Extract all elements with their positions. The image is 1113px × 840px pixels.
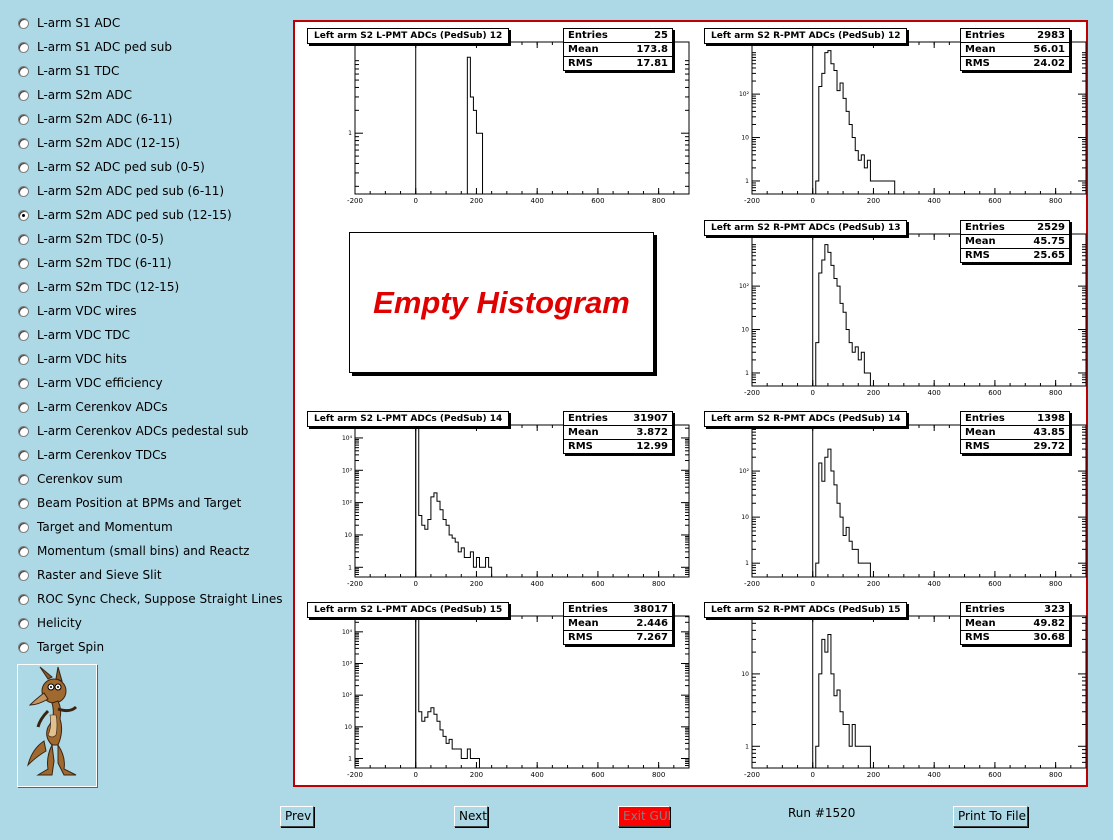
x-tick-label: 800 [651, 771, 666, 779]
y-tick-label: 1 [745, 177, 749, 185]
stats-row-entries [564, 412, 672, 425]
radio-unselected-icon[interactable] [18, 186, 29, 197]
stats-label: RMS [965, 58, 990, 69]
y-tick-label: 1 [745, 560, 749, 568]
menu-item-radio[interactable] [18, 373, 163, 393]
stats-row-rms [961, 630, 1069, 644]
menu-item-label: Momentum (small bins) and Reactz [37, 544, 250, 558]
radio-unselected-icon[interactable] [18, 234, 29, 245]
menu-item-radio[interactable] [18, 181, 224, 201]
stats-label: RMS [568, 632, 593, 643]
stats-row-rms [961, 439, 1069, 453]
stats-value: 30.68 [1033, 632, 1065, 643]
histogram-title: Left arm S2 R-PMT ADCs (PedSub) 12 [704, 28, 907, 44]
stats-value: 12.99 [636, 441, 668, 452]
stats-value: 1398 [1037, 413, 1065, 424]
x-tick-label: 400 [927, 580, 941, 588]
y-tick-label: 10² [738, 283, 749, 291]
menu-item-radio[interactable] [18, 349, 127, 369]
stats-value: 3.872 [636, 427, 668, 438]
stats-label: Mean [965, 427, 996, 438]
x-tick-label: 400 [530, 197, 544, 205]
menu-item-radio[interactable] [18, 85, 132, 105]
radio-unselected-icon[interactable] [18, 522, 29, 533]
stats-value: 31907 [633, 413, 668, 424]
menu-item-radio[interactable] [18, 133, 180, 153]
menu-item-radio[interactable] [18, 445, 167, 465]
stats-label: Entries [965, 222, 1005, 233]
stats-value: 2.446 [636, 618, 668, 629]
stats-box [563, 602, 673, 645]
stats-row-entries [564, 29, 672, 42]
menu-item-label: L-arm VDC wires [37, 304, 137, 318]
radio-unselected-icon[interactable] [18, 66, 29, 77]
stats-label: Entries [568, 413, 608, 424]
prev-button[interactable]: Prev [280, 806, 314, 827]
x-tick-label: 0 [413, 771, 418, 779]
stats-value: 45.75 [1033, 236, 1065, 247]
stats-label: RMS [568, 441, 593, 452]
stats-label: Entries [568, 30, 608, 41]
y-tick-label: 1 [348, 755, 352, 763]
menu-item-label: Raster and Sieve Slit [37, 568, 162, 582]
x-tick-label: -200 [744, 580, 760, 588]
radio-unselected-icon[interactable] [18, 402, 29, 413]
x-tick-label: -200 [347, 197, 363, 205]
menu-item-label: Helicity [37, 616, 82, 630]
menu-item-label: Beam Position at BPMs and Target [37, 496, 242, 510]
y-tick-label: 10² [738, 91, 749, 99]
menu-item-label: L-arm S2m ADC ped sub (6-11) [37, 184, 225, 198]
stats-row-mean [961, 425, 1069, 439]
menu-item-radio[interactable] [18, 421, 248, 441]
x-tick-label: 600 [988, 771, 1002, 779]
radio-unselected-icon[interactable] [18, 42, 29, 53]
histogram-pad [303, 220, 693, 406]
empty-histogram-label: Empty Histogram [373, 284, 630, 320]
menu-item-radio[interactable] [18, 301, 136, 321]
radio-unselected-icon[interactable] [18, 378, 29, 389]
menu-item-label: L-arm S1 ADC [37, 16, 121, 30]
x-tick-label: -200 [744, 197, 760, 205]
y-tick-label: 10² [738, 468, 749, 476]
menu-item-label: L-arm Cerenkov ADCs [37, 400, 168, 414]
next-button[interactable]: Next [454, 806, 488, 827]
radio-unselected-icon[interactable] [18, 282, 29, 293]
stats-box [563, 411, 673, 454]
x-tick-label: 600 [988, 389, 1002, 397]
menu-item-radio[interactable] [18, 205, 232, 225]
x-tick-label: 800 [1048, 197, 1063, 205]
x-tick-label: 0 [413, 580, 418, 588]
menu-item-radio[interactable] [18, 469, 123, 489]
y-tick-label: 10⁴ [341, 628, 352, 636]
stats-value: 29.72 [1033, 441, 1065, 452]
menu-item-label: ROC Sync Check, Suppose Straight Lines [37, 592, 283, 606]
menu-item-radio[interactable] [18, 517, 173, 537]
menu-item-radio[interactable] [18, 397, 168, 417]
histogram-pad [303, 28, 693, 214]
histogram-pad [700, 28, 1090, 214]
stats-row-entries [961, 603, 1069, 616]
menu-item-label: Target and Momentum [37, 520, 173, 534]
menu-item-radio[interactable] [18, 589, 282, 609]
stats-label: Mean [568, 618, 599, 629]
stats-label: Entries [965, 604, 1005, 615]
x-tick-label: -200 [347, 580, 363, 588]
stats-row-entries [961, 29, 1069, 42]
stats-label: Entries [965, 30, 1005, 41]
radio-unselected-icon[interactable] [18, 90, 29, 101]
menu-item-label: L-arm Cerenkov TDCs [37, 448, 167, 462]
histogram-pad [700, 220, 1090, 406]
menu-item-radio[interactable] [18, 229, 164, 249]
stats-value: 25.65 [1033, 250, 1065, 261]
exit-gui-button[interactable]: Exit GUI [618, 806, 670, 827]
radio-unselected-icon[interactable] [18, 138, 29, 149]
x-tick-label: 200 [469, 580, 484, 588]
menu-item-radio[interactable] [18, 37, 172, 57]
stats-row-rms [564, 56, 672, 70]
menu-item-label: L-arm S2m TDC (6-11) [37, 256, 172, 270]
radio-unselected-icon[interactable] [18, 450, 29, 461]
x-tick-label: 600 [591, 197, 605, 205]
radio-unselected-icon[interactable] [18, 330, 29, 341]
x-tick-label: 0 [810, 771, 815, 779]
x-tick-label: 400 [927, 197, 941, 205]
x-tick-label: 800 [651, 197, 666, 205]
stats-label: Mean [568, 427, 599, 438]
x-tick-label: 800 [651, 580, 666, 588]
histogram-title: Left arm S2 R-PMT ADCs (PedSub) 14 [704, 411, 907, 427]
radio-unselected-icon[interactable] [18, 306, 29, 317]
stats-value: 56.01 [1033, 44, 1065, 55]
radio-unselected-icon[interactable] [18, 354, 29, 365]
menu-item-radio[interactable] [18, 493, 241, 513]
x-tick-label: 200 [469, 197, 484, 205]
stats-label: RMS [965, 250, 990, 261]
stats-box [960, 220, 1070, 263]
histogram-title: Left arm S2 L-PMT ADCs (PedSub) 15 [307, 602, 509, 618]
menu-item-label: L-arm S2m ADC (12-15) [37, 136, 181, 150]
stats-row-entries [961, 412, 1069, 425]
menu-item-radio[interactable] [18, 13, 120, 33]
radio-unselected-icon[interactable] [18, 162, 29, 173]
menu-item-label: L-arm S2m TDC (12-15) [37, 280, 180, 294]
x-tick-label: -200 [744, 389, 760, 397]
y-tick-label: 10³ [341, 467, 352, 475]
stats-value: 49.82 [1033, 618, 1065, 629]
x-tick-label: 200 [866, 771, 881, 779]
y-tick-label: 10 [741, 134, 749, 142]
menu-item-label: Cerenkov sum [37, 472, 123, 486]
x-tick-label: 0 [413, 197, 418, 205]
stats-value: 2529 [1037, 222, 1065, 233]
radio-unselected-icon[interactable] [18, 474, 29, 485]
radio-unselected-icon[interactable] [18, 114, 29, 125]
y-tick-label: 10 [741, 670, 749, 678]
stats-row-mean [961, 616, 1069, 630]
stats-row-mean [564, 425, 672, 439]
stats-label: RMS [568, 58, 593, 69]
menu-item-label: L-arm S1 ADC ped sub [37, 40, 172, 54]
x-tick-label: 600 [591, 771, 605, 779]
stats-label: Entries [568, 604, 608, 615]
menu-item-radio[interactable] [18, 157, 205, 177]
y-tick-label: 10² [341, 499, 352, 507]
x-tick-label: -200 [347, 771, 363, 779]
menu-item-label: L-arm VDC efficiency [37, 376, 163, 390]
x-tick-label: 0 [810, 389, 815, 397]
stats-box [960, 411, 1070, 454]
stats-label: Mean [568, 44, 599, 55]
x-tick-label: 400 [927, 771, 941, 779]
menu-item-label: L-arm S2m TDC (0-5) [37, 232, 164, 246]
print-to-file-button[interactable]: Print To File [953, 806, 1028, 827]
stats-value: 17.81 [636, 58, 668, 69]
menu-item-radio[interactable] [18, 637, 104, 657]
histogram-pad [700, 602, 1090, 788]
stats-label: Entries [965, 413, 1005, 424]
stats-value: 323 [1044, 604, 1065, 615]
x-tick-label: 0 [810, 197, 815, 205]
x-tick-label: 800 [1048, 389, 1063, 397]
radio-unselected-icon[interactable] [18, 594, 29, 605]
x-tick-label: 400 [927, 389, 941, 397]
menu-item-label: L-arm S2 ADC ped sub (0-5) [37, 160, 205, 174]
y-tick-label: 1 [745, 743, 749, 751]
stats-box [960, 602, 1070, 645]
y-tick-label: 1 [348, 130, 352, 138]
x-tick-label: 200 [866, 580, 881, 588]
stats-row-rms [961, 248, 1069, 262]
stats-value: 2983 [1037, 30, 1065, 41]
stats-label: Mean [965, 44, 996, 55]
stats-value: 43.85 [1033, 427, 1065, 438]
x-tick-label: 0 [810, 580, 815, 588]
stats-row-mean [564, 42, 672, 56]
menu-item-label: L-arm VDC TDC [37, 328, 130, 342]
menu-item-radio[interactable] [18, 253, 172, 273]
menu-item-label: L-arm S2m ADC (6-11) [37, 112, 173, 126]
menu-item-radio[interactable] [18, 325, 130, 345]
radio-unselected-icon[interactable] [18, 18, 29, 29]
x-tick-label: 200 [469, 771, 484, 779]
stats-label: Mean [965, 236, 996, 247]
radio-unselected-icon[interactable] [18, 570, 29, 581]
stats-value: 173.8 [636, 44, 668, 55]
menu-item-radio[interactable] [18, 541, 249, 561]
menu-item-label: Target Spin [37, 640, 105, 654]
menu-item-label: L-arm S2m ADC ped sub (12-15) [37, 208, 232, 222]
x-tick-label: 400 [530, 771, 544, 779]
stats-value: 7.267 [636, 632, 668, 643]
histogram-title: Left arm S2 R-PMT ADCs (PedSub) 15 [704, 602, 907, 618]
x-tick-label: 600 [988, 197, 1002, 205]
radio-unselected-icon[interactable] [18, 618, 29, 629]
y-tick-label: 10 [344, 723, 352, 731]
radio-unselected-icon[interactable] [18, 426, 29, 437]
y-tick-label: 10 [741, 326, 749, 334]
stats-label: RMS [965, 632, 990, 643]
histogram-title: Left arm S2 R-PMT ADCs (PedSub) 13 [704, 220, 907, 236]
run-number-label: Run #1520 [788, 806, 856, 820]
radio-unselected-icon[interactable] [18, 642, 29, 653]
histogram-pad [700, 411, 1090, 597]
menu-item-radio[interactable] [18, 613, 82, 633]
menu-item-label: L-arm S1 TDC [37, 64, 120, 78]
radio-unselected-icon[interactable] [18, 498, 29, 509]
histogram-pad [303, 602, 693, 788]
radio-unselected-icon[interactable] [18, 546, 29, 557]
x-tick-label: 600 [591, 580, 605, 588]
x-tick-label: 400 [530, 580, 544, 588]
menu-item-radio[interactable] [18, 277, 179, 297]
histogram-title: Left arm S2 L-PMT ADCs (PedSub) 12 [307, 28, 509, 44]
stats-row-mean [564, 616, 672, 630]
stats-row-entries [961, 221, 1069, 234]
menu-item-radio[interactable] [18, 565, 162, 585]
radio-unselected-icon[interactable] [18, 258, 29, 269]
stats-row-rms [961, 56, 1069, 70]
x-tick-label: 600 [988, 580, 1002, 588]
stats-label: RMS [965, 441, 990, 452]
stats-row-rms [564, 630, 672, 644]
stats-box [960, 28, 1070, 71]
stats-row-entries [564, 603, 672, 616]
stats-value: 25 [654, 30, 668, 41]
histogram-canvas [293, 20, 1088, 787]
y-tick-label: 10⁴ [341, 434, 352, 442]
x-tick-label: -200 [744, 771, 760, 779]
y-tick-label: 1 [348, 564, 352, 572]
y-tick-label: 10² [341, 692, 352, 700]
stats-value: 24.02 [1033, 58, 1065, 69]
stats-label: Mean [965, 618, 996, 629]
radio-selected-icon[interactable] [18, 210, 29, 221]
stats-row-mean [961, 234, 1069, 248]
stats-row-rms [564, 439, 672, 453]
y-tick-label: 10 [741, 514, 749, 522]
histogram-pad [303, 411, 693, 597]
y-tick-label: 10³ [341, 660, 352, 668]
menu-item-radio[interactable] [18, 61, 119, 81]
menu-item-label: L-arm S2m ADC [37, 88, 132, 102]
menu-item-radio[interactable] [18, 109, 172, 129]
histogram-title: Left arm S2 L-PMT ADCs (PedSub) 14 [307, 411, 509, 427]
wile-e-coyote-logo [17, 664, 97, 787]
x-tick-label: 200 [866, 197, 881, 205]
menu-item-label: L-arm VDC hits [37, 352, 127, 366]
empty-histogram-box [349, 232, 654, 373]
stats-box [563, 28, 673, 71]
menu-item-label: L-arm Cerenkov ADCs pedestal sub [37, 424, 249, 438]
y-tick-label: 1 [745, 369, 749, 377]
x-tick-label: 200 [866, 389, 881, 397]
stats-value: 38017 [633, 604, 668, 615]
x-tick-label: 800 [1048, 771, 1063, 779]
stats-row-mean [961, 42, 1069, 56]
y-tick-label: 10 [344, 531, 352, 539]
x-tick-label: 800 [1048, 580, 1063, 588]
